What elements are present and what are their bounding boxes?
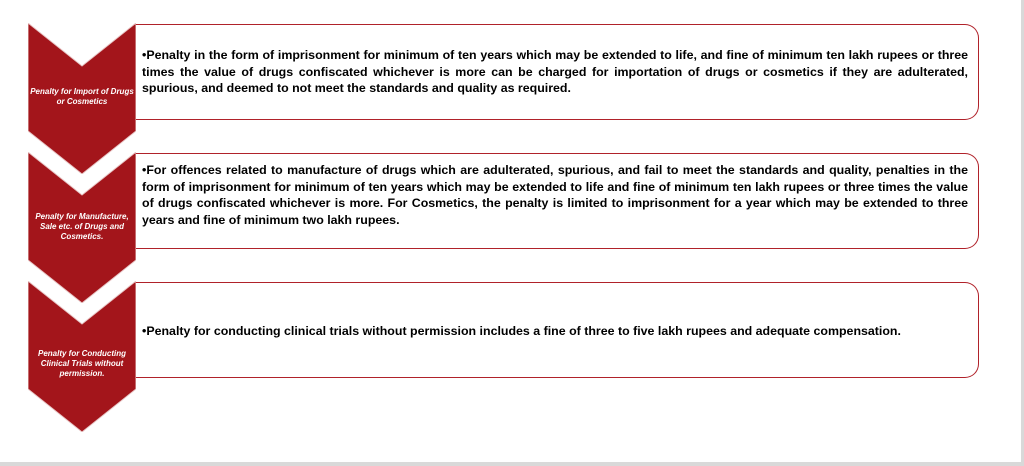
penalty-manufacture-textbox — [136, 153, 979, 249]
penalty-manufacture-label: Penalty for Manufacture, Sale etc. of Drugs and Cosmetics. — [35, 212, 129, 241]
frame-bottom-border — [0, 462, 1024, 466]
penalty-clinical-trials-label: Penalty for Conducting Clinical Trials without permission. — [38, 349, 126, 378]
penalty-manufacture-text: •For offences related to manufacture of drugs which are adulterated, spurious, and fail to meet the standards and quality, penalties in the form of imprisonment for minimum of ten years which may be extended to life and fine of minimum ten lakh rupees or three times the value of drugs confiscated whichever is more. For Cosmetics, the penalty is limited to imprisonment for a year which may be extended to three years and fine of minimum two lakh rupees. — [142, 163, 968, 227]
penalty-import-label: Penalty for Import of Drugs or Cosmetics — [30, 87, 134, 106]
penalty-clinical-trials-chevron — [28, 281, 136, 432]
penalty-clinical-trials-textbox — [136, 282, 979, 378]
penalty-import-text: •Penalty in the form of imprisonment for minimum of ten years which may be extended to life, and fine of minimum ten lakh rupees or three times the value of drugs confiscated whichever is more can be charged for importation of drugs or cosmetics if they are adulterated, spurious, and deemed to not meet the standards and quality as required. — [142, 48, 968, 95]
penalty-import-textbox — [136, 24, 979, 120]
penalty-clinical-trials-text: •Penalty for conducting clinical trials without permission includes a fine of three to five lakh rupees and adequate compensation. — [142, 324, 901, 338]
